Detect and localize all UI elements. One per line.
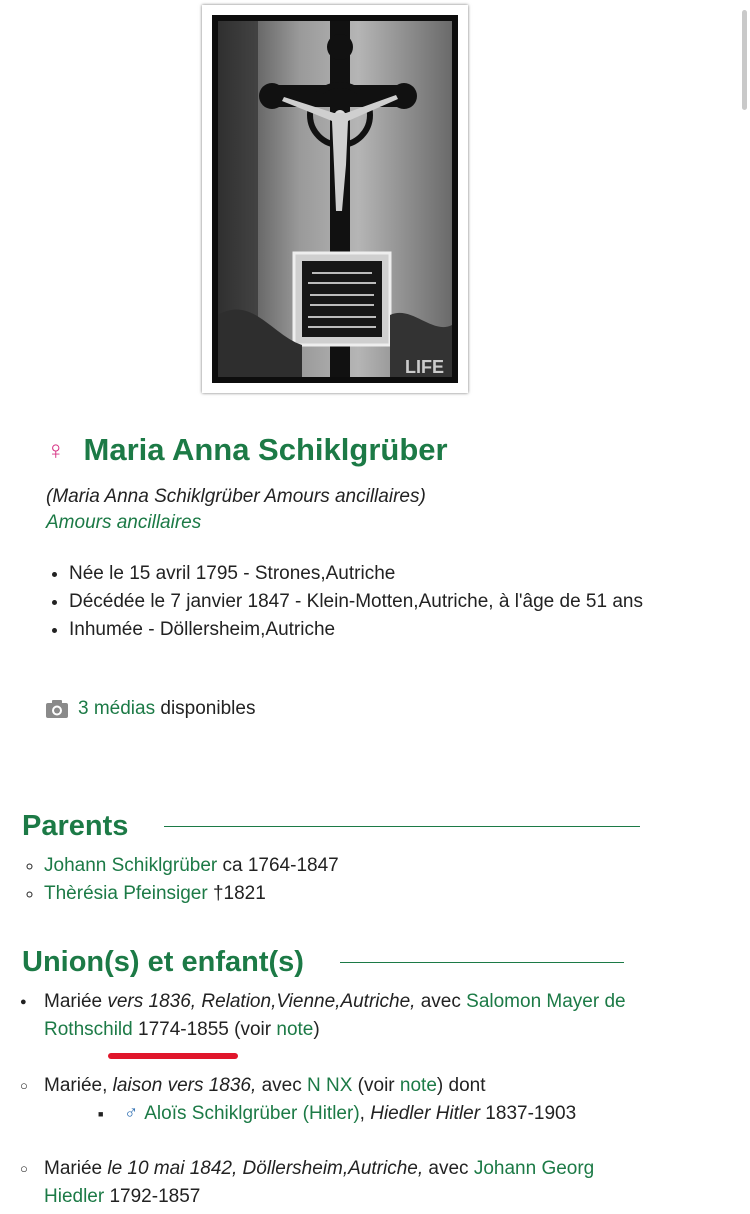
union-item-3: [20, 1155, 644, 1211]
union-3-avec: avec: [423, 1158, 474, 1179]
scrollbar[interactable]: [742, 10, 747, 110]
union-item-2: [20, 1072, 644, 1100]
death-event: • Décédée le 7 janvier 1847 - Klein-Motten,Autriche, à l'âge de 51 ans: [69, 588, 679, 616]
male-icon: ♂: [124, 1103, 139, 1124]
union-2-close: ) dont: [436, 1075, 486, 1096]
alias-link[interactable]: Amours ancillaires: [46, 512, 202, 533]
union-1-detail: vers 1836, Relation,Vienne,Autriche,: [107, 991, 416, 1012]
person-name: Maria Anna Schiklgrüber: [83, 432, 448, 467]
mother-dates: †1821: [207, 883, 266, 904]
parent-item: [44, 880, 664, 908]
child-item: [98, 1100, 576, 1128]
note-2-link[interactable]: note: [399, 1075, 437, 1096]
life-watermark: LIFE: [405, 357, 444, 377]
burial-event: • Inhumée - Döllersheim,Autriche: [69, 616, 679, 644]
parent-item: [44, 852, 664, 880]
union-2-prefix: Mariée,: [44, 1075, 113, 1096]
media-suffix: disponibles: [155, 698, 256, 719]
father-dates: ca 1764-1847: [217, 855, 339, 876]
union-1-prefix: Mariée: [44, 991, 108, 1012]
spouse-3-link[interactable]: Johann Georg Hiedler: [44, 1158, 595, 1207]
union-1-avec: avec: [415, 991, 467, 1012]
person-name-heading: [46, 432, 448, 468]
grave-cross-photo: [212, 15, 458, 383]
father-link[interactable]: Johann Schiklgrüber: [44, 855, 218, 876]
child-separator: ,: [359, 1103, 371, 1124]
child-alias: Hiedler Hitler: [370, 1103, 481, 1124]
mother-link[interactable]: Thèrésia Pfeinsiger: [44, 883, 208, 904]
union-2-detail: laison vers 1836,: [112, 1075, 257, 1096]
union-item-1: [20, 988, 644, 1044]
camera-icon: [46, 700, 68, 718]
media-summary: [46, 698, 255, 720]
unions-divider: [340, 962, 624, 963]
spouse-1-dates: 1774-1855 (voir: [132, 1019, 277, 1040]
child-dates: 1837-1903: [480, 1103, 577, 1124]
parents-title: Parents: [22, 810, 129, 842]
female-icon: ♀: [46, 434, 66, 465]
spouse-1-link[interactable]: Salomon Mayer de Rothschild: [44, 991, 626, 1040]
birth-event: • Née le 15 avril 1795 - Strones,Autriche: [69, 560, 679, 588]
portrait-photo-frame[interactable]: [202, 5, 468, 393]
union-3-prefix: Mariée: [44, 1158, 108, 1179]
union-3-detail: le 10 mai 1842, Döllersheim,Autriche,: [107, 1158, 424, 1179]
unions-title: Union(s) et enfant(s): [22, 946, 304, 978]
spouse-2-link[interactable]: N NX: [307, 1075, 353, 1096]
parents-divider: [164, 826, 640, 827]
unions-heading: [22, 946, 624, 979]
union-1-close: ): [313, 1019, 320, 1040]
parents-list: [20, 852, 664, 908]
union-2-voir: (voir: [352, 1075, 400, 1096]
union-2-avec: avec: [256, 1075, 307, 1096]
life-events-list: [40, 560, 679, 644]
alternate-name: (Maria Anna Schiklgrüber Amours ancillaires): [46, 486, 426, 507]
child-link[interactable]: Aloïs Schiklgrüber (Hitler): [144, 1103, 360, 1124]
media-link[interactable]: 3 médias: [78, 698, 156, 719]
red-underline-annotation: [108, 1053, 238, 1059]
spouse-3-dates: 1792-1857: [104, 1186, 201, 1207]
note-1-link[interactable]: note: [276, 1019, 314, 1040]
parents-heading: [22, 810, 640, 843]
